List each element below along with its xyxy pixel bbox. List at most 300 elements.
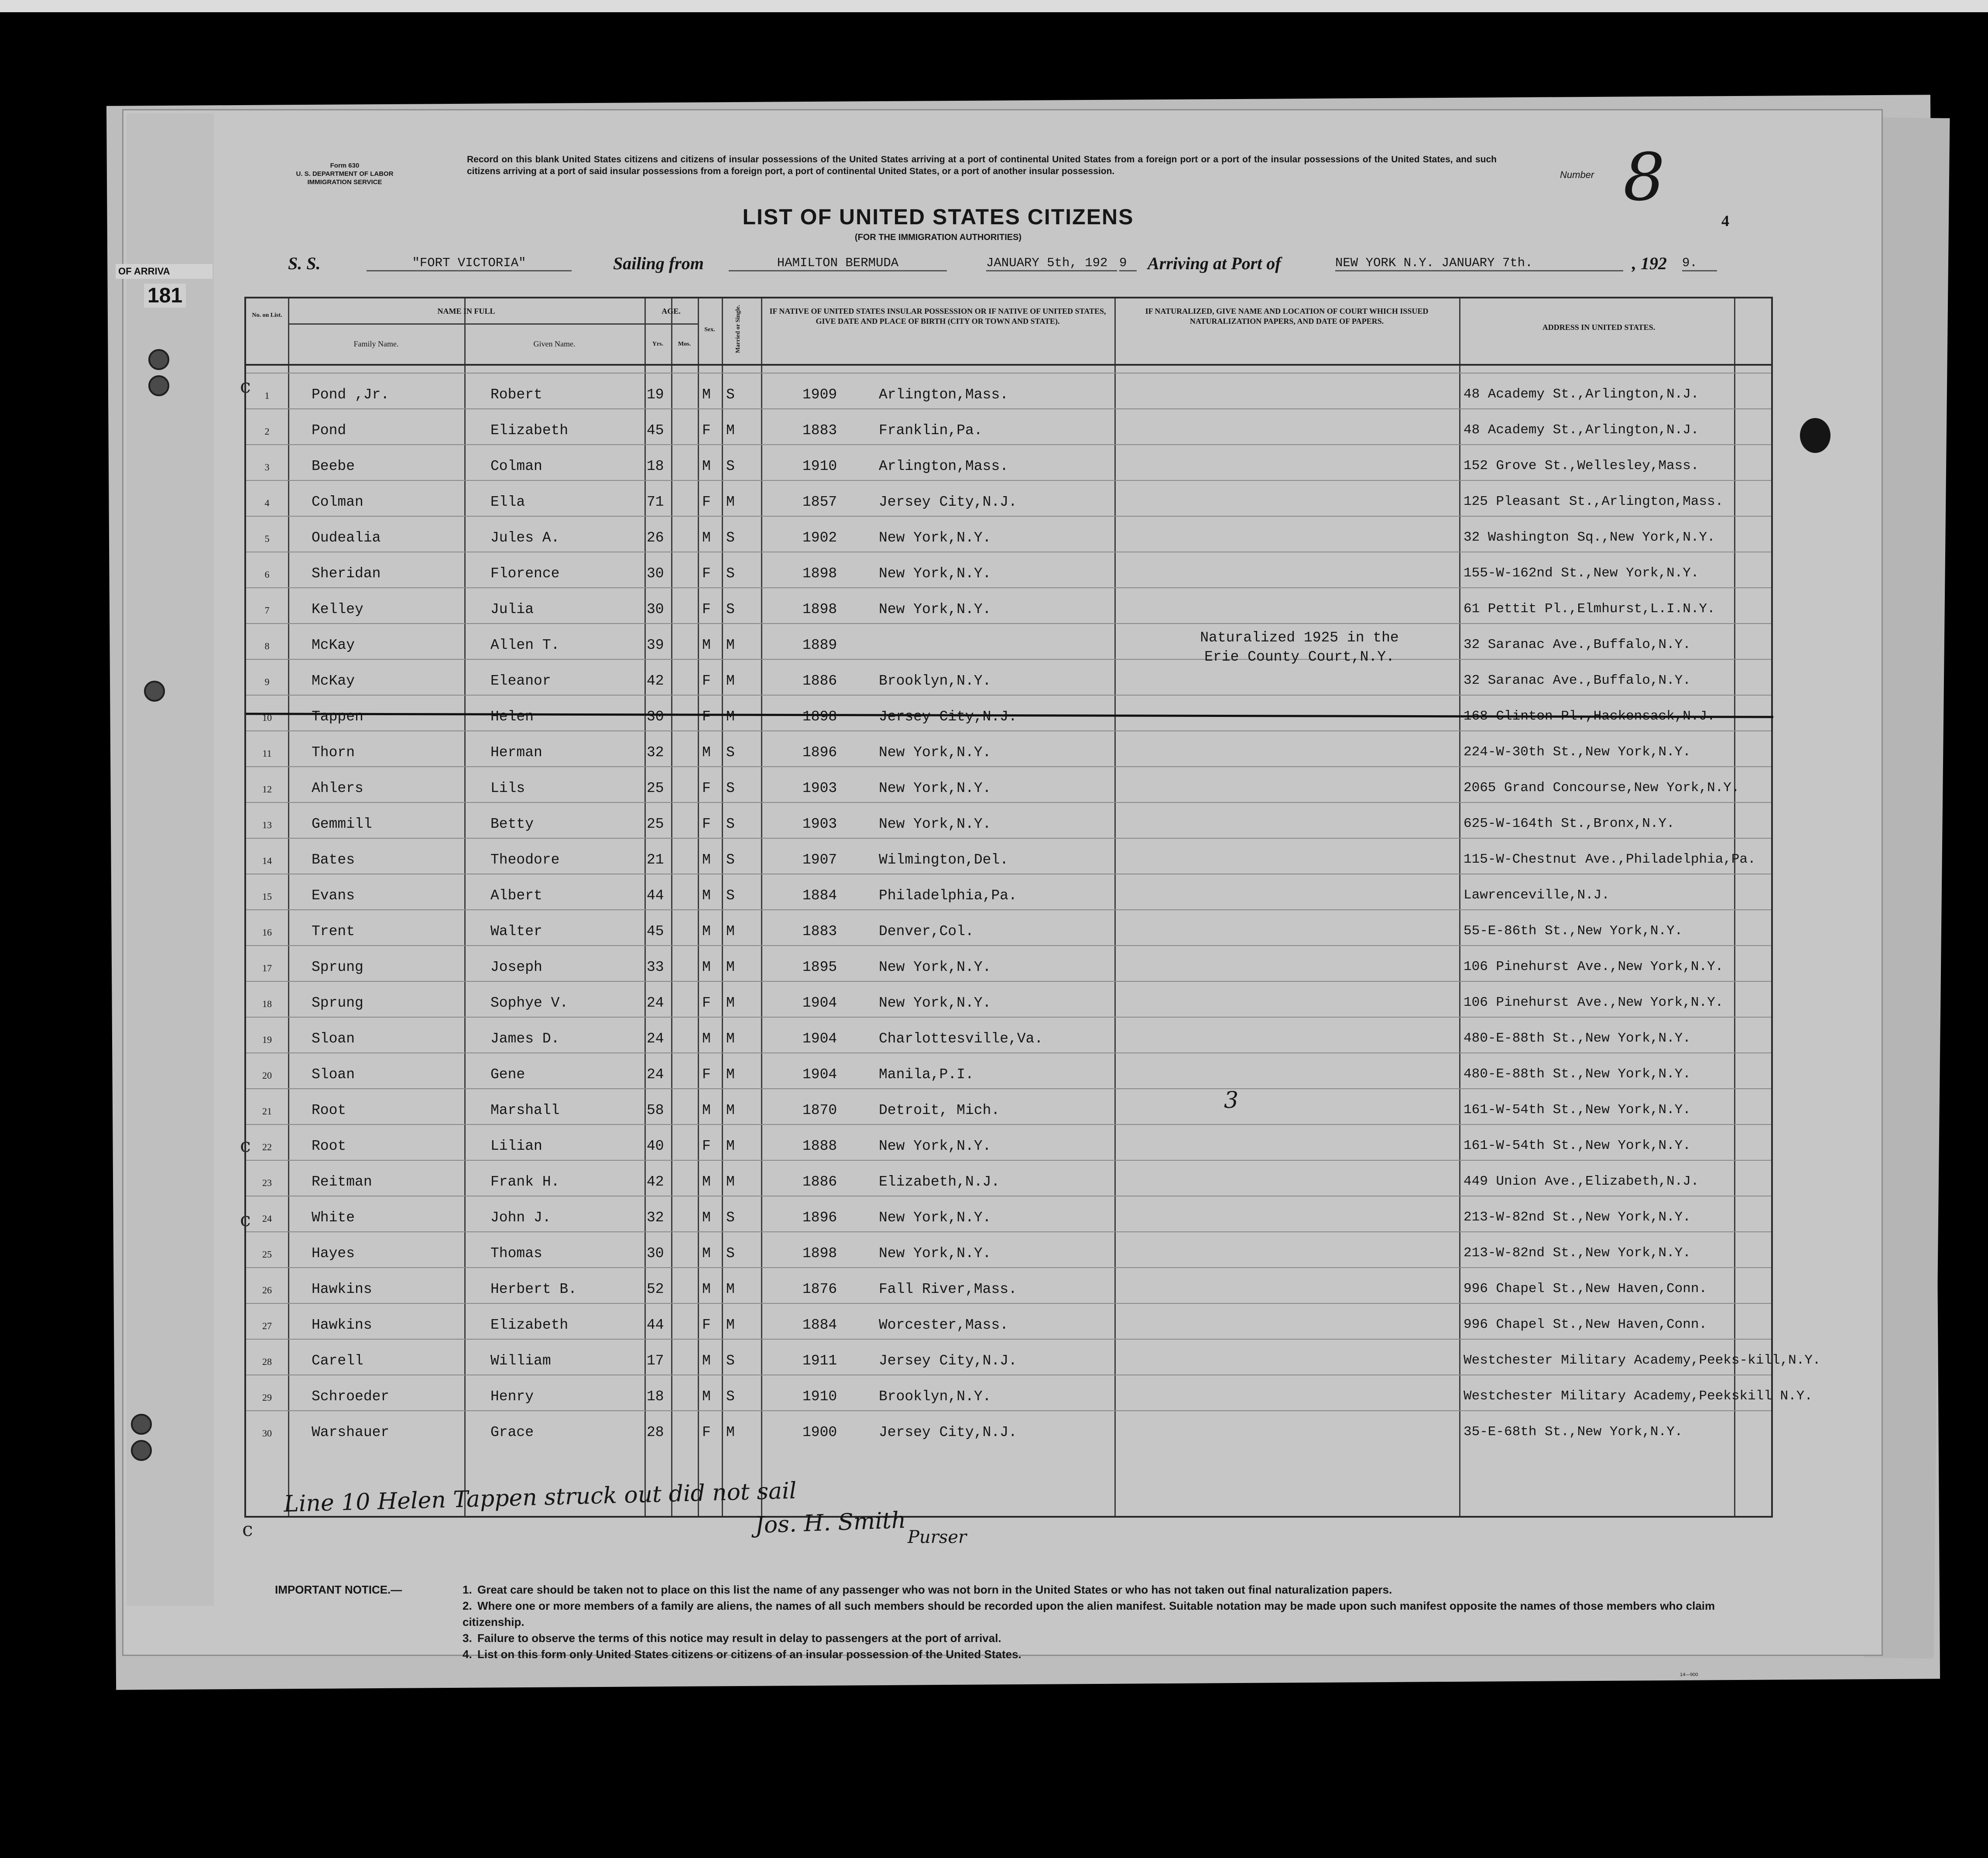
age-years: 24 — [647, 1066, 664, 1083]
age-years: 18 — [647, 1388, 664, 1405]
given-name: Herbert B. — [490, 1281, 577, 1297]
sex: M — [702, 387, 711, 403]
scan-top-strip — [0, 0, 1988, 12]
margin-tick: c — [240, 1135, 251, 1157]
table-row — [246, 1124, 1771, 1161]
birth-place: Wilmington,Del. — [879, 852, 1009, 868]
binder-hole — [148, 349, 169, 370]
row-number: 25 — [262, 1249, 272, 1260]
age-years: 71 — [647, 494, 664, 510]
age-years: 19 — [647, 387, 664, 403]
department: U. S. DEPARTMENT OF LABOR — [296, 170, 394, 178]
naturalization-line-1: Naturalized 1925 in the — [1200, 630, 1399, 646]
given-name: William — [490, 1353, 551, 1369]
age-years: 58 — [647, 1102, 664, 1118]
marital-status: M — [726, 422, 735, 439]
marital-status: M — [726, 637, 735, 653]
sex: F — [702, 566, 711, 582]
sex: F — [702, 816, 711, 832]
departure-date: JANUARY 5th, 192 — [986, 256, 1117, 271]
sex: M — [702, 1102, 711, 1118]
age-years: 25 — [647, 816, 664, 832]
row-number: 24 — [262, 1213, 272, 1224]
birth-place: Brooklyn,N.Y. — [879, 673, 991, 689]
family-name: Thorn — [312, 744, 355, 761]
birth-year: 1898 — [802, 1245, 837, 1262]
row-number: 15 — [262, 891, 272, 902]
marital-status: S — [726, 780, 735, 796]
signature: Jos. H. Smith — [754, 1507, 907, 1539]
family-name: Hawkins — [312, 1317, 372, 1333]
row-number: 10 — [262, 712, 272, 723]
birth-year: 1884 — [802, 1317, 837, 1333]
table-row — [246, 766, 1771, 803]
birth-year: 1898 — [802, 709, 837, 725]
given-name: Gene — [490, 1066, 525, 1083]
age-years: 33 — [647, 959, 664, 975]
birth-place: Jersey City,N.J. — [879, 709, 1017, 725]
birth-year: 1911 — [802, 1353, 837, 1369]
given-name: Betty — [490, 816, 534, 832]
naturalization-line-2: Erie County Court,N.Y. — [1204, 649, 1395, 665]
given-name: Sophye V. — [490, 995, 569, 1011]
family-name: McKay — [312, 673, 355, 689]
family-name: Pond ,Jr. — [312, 387, 390, 403]
binder-hole — [144, 681, 165, 702]
age-years: 45 — [647, 422, 664, 439]
birth-place: New York,N.Y. — [879, 780, 991, 796]
sex: F — [702, 422, 711, 439]
family-name: Gemmill — [312, 816, 372, 832]
marital-status: S — [726, 458, 735, 474]
address: 213-W-82nd St.,New York,N.Y. — [1464, 1245, 1691, 1261]
row-number: 17 — [262, 963, 272, 974]
marital-status: M — [726, 1317, 735, 1333]
given-name: Marshall — [490, 1102, 560, 1118]
birth-year: 1896 — [802, 744, 837, 761]
birth-year: 1903 — [802, 780, 837, 796]
print-code: 14—900 — [1680, 1672, 1698, 1677]
ss-label: S. S. — [288, 254, 321, 273]
row-number: 5 — [264, 533, 270, 544]
row-number: 26 — [262, 1285, 272, 1296]
row-number: 1 — [264, 390, 270, 401]
birth-place: Arlington,Mass. — [879, 458, 1009, 474]
row-number: 21 — [262, 1106, 272, 1117]
col-no: No. on List. — [252, 312, 282, 319]
address: 32 Washington Sq.,New York,N.Y. — [1464, 530, 1715, 545]
address: 161-W-54th St.,New York,N.Y. — [1464, 1138, 1691, 1153]
arrival-port-date: NEW YORK N.Y. JANUARY 7th. — [1335, 256, 1623, 271]
marital-status: S — [726, 1353, 735, 1369]
sex: F — [702, 995, 711, 1011]
address: 106 Pinehurst Ave.,New York,N.Y. — [1464, 995, 1724, 1010]
table-row — [246, 874, 1771, 910]
given-name: Robert — [490, 387, 542, 403]
margin-tick: c — [240, 1209, 251, 1231]
age-years: 39 — [647, 637, 664, 653]
given-name: Lilian — [490, 1138, 542, 1154]
col-given-name: Given Name. — [533, 339, 576, 348]
address: 213-W-82nd St.,New York,N.Y. — [1464, 1210, 1691, 1225]
binder-hole — [131, 1414, 152, 1435]
birth-year: 1903 — [802, 816, 837, 832]
birth-year: 1876 — [802, 1281, 837, 1297]
table-row — [246, 1160, 1771, 1196]
birth-year: 1857 — [802, 494, 837, 510]
table-row — [246, 1088, 1771, 1125]
row-number: 12 — [262, 784, 272, 795]
table-row — [246, 659, 1771, 696]
marital-status: S — [726, 744, 735, 761]
notice-item: 3. Failure to observe the terms of this notice may result in delay to passengers at the port of arrival. — [463, 1632, 1001, 1645]
birth-place: New York,N.Y. — [879, 1245, 991, 1262]
address: Westchester Military Academy,Peekskill N.Y. — [1464, 1388, 1813, 1404]
ship-name: "FORT VICTORIA" — [367, 256, 572, 271]
handwritten-number: 8 — [1623, 140, 1665, 216]
given-name: Grace — [490, 1424, 534, 1440]
birth-place: New York,N.Y. — [879, 566, 991, 582]
address: 48 Academy St.,Arlington,N.J. — [1464, 387, 1699, 402]
family-name: Root — [312, 1138, 346, 1154]
address: 996 Chapel St.,New Haven,Conn. — [1464, 1317, 1707, 1332]
birth-year: 1900 — [802, 1424, 837, 1440]
birth-place: New York,N.Y. — [879, 959, 991, 975]
family-name: Schroeder — [312, 1388, 390, 1405]
naturalization-note — [1186, 628, 1413, 667]
row-number: 14 — [262, 855, 272, 866]
family-name: Hawkins — [312, 1281, 372, 1297]
row-number: 16 — [262, 927, 272, 938]
table-row — [246, 623, 1771, 660]
address: 48 Academy St.,Arlington,N.J. — [1464, 422, 1699, 438]
family-name: Warshauer — [312, 1424, 390, 1440]
address: 35-E-68th St.,New York,N.Y. — [1464, 1424, 1683, 1440]
sex: M — [702, 923, 711, 939]
family-name: Hayes — [312, 1245, 355, 1262]
birth-place: New York,N.Y. — [879, 601, 991, 617]
marital-status: M — [726, 1281, 735, 1297]
sex: F — [702, 780, 711, 796]
family-name: Kelley — [312, 601, 363, 617]
table-row — [246, 695, 1771, 731]
sex: M — [702, 1353, 711, 1369]
birth-year: 1884 — [802, 888, 837, 904]
given-name: Allen T. — [490, 637, 560, 653]
page-number: 4 — [1721, 212, 1729, 230]
row-number: 9 — [264, 676, 270, 687]
birth-place: Worcester,Mass. — [879, 1317, 1009, 1333]
sex: M — [702, 530, 711, 546]
row-number: 4 — [264, 497, 270, 508]
col-family-name: Family Name. — [353, 339, 399, 348]
row-number: 20 — [262, 1070, 272, 1081]
address: 224-W-30th St.,New York,N.Y. — [1464, 744, 1691, 760]
age-years: 42 — [647, 673, 664, 689]
age-years: 21 — [647, 852, 664, 868]
family-name: Ahlers — [312, 780, 363, 796]
departure-year: 9 — [1119, 256, 1137, 271]
birth-year: 1904 — [802, 1031, 837, 1047]
address: 55-E-86th St.,New York,N.Y. — [1464, 923, 1683, 939]
age-years: 32 — [647, 744, 664, 761]
service: IMMIGRATION SERVICE — [307, 178, 382, 186]
birth-place: Jersey City,N.J. — [879, 494, 1017, 510]
age-years: 17 — [647, 1353, 664, 1369]
row-number: 19 — [262, 1034, 272, 1045]
family-name: Trent — [312, 923, 355, 939]
address: Lawrenceville,N.J. — [1464, 888, 1610, 903]
birth-place: Detroit, Mich. — [879, 1102, 1000, 1118]
family-name: Sheridan — [312, 566, 381, 582]
birth-year: 1886 — [802, 673, 837, 689]
birth-year: 1902 — [802, 530, 837, 546]
given-name: Theodore — [490, 852, 560, 868]
marital-status: S — [726, 852, 735, 868]
family-name: Reitman — [312, 1174, 372, 1190]
sailing-from-label: Sailing from — [613, 254, 704, 273]
notice-item: 4. List on this form only United States citizens or citizens of an insular possession of the United States. — [463, 1648, 1021, 1661]
sex: F — [702, 1424, 711, 1440]
birth-year: 1910 — [802, 458, 837, 474]
given-name: James D. — [490, 1031, 560, 1047]
signature-title: Purser — [908, 1527, 967, 1547]
handwritten-note: Line 10 Helen Tappen struck out did not sail — [283, 1477, 797, 1518]
marital-status: M — [726, 995, 735, 1011]
marital-status: S — [726, 566, 735, 582]
given-name: Helen — [490, 709, 534, 725]
row-number: 22 — [262, 1142, 272, 1152]
departure-port: HAMILTON BERMUDA — [729, 256, 947, 271]
stub-number: 181 — [144, 284, 186, 308]
family-name: Tappen — [312, 709, 363, 725]
address: 996 Chapel St.,New Haven,Conn. — [1464, 1281, 1707, 1296]
marital-status: S — [726, 1210, 735, 1226]
age-years: 18 — [647, 458, 664, 474]
table-row — [246, 480, 1771, 517]
birth-place: New York,N.Y. — [879, 1138, 991, 1154]
sex: M — [702, 1245, 711, 1262]
row-number: 11 — [262, 748, 272, 759]
given-name: Elizabeth — [490, 1317, 569, 1333]
row-number: 27 — [262, 1320, 272, 1331]
row-number: 7 — [264, 605, 270, 616]
given-name: Frank H. — [490, 1174, 560, 1190]
address: 61 Pettit Pl.,Elmhurst,L.I.N.Y. — [1464, 601, 1715, 617]
table-row — [246, 802, 1771, 839]
binder-hole — [148, 375, 169, 396]
marital-status: M — [726, 1102, 735, 1118]
birth-year: 1898 — [802, 566, 837, 582]
margin-tick: c — [242, 1519, 253, 1541]
page-subtitle: (FOR THE IMMIGRATION AUTHORITIES) — [854, 233, 1022, 242]
address: 449 Union Ave.,Elizabeth,N.J. — [1464, 1174, 1699, 1189]
family-name: Sloan — [312, 1031, 355, 1047]
col-address: ADDRESS IN UNITED STATES. — [1542, 323, 1656, 332]
given-name: Elizabeth — [490, 422, 569, 439]
age-years: 30 — [647, 1245, 664, 1262]
age-years: 42 — [647, 1174, 664, 1190]
table-row — [246, 1017, 1771, 1053]
birth-place: Denver,Col. — [879, 923, 974, 939]
address: 125 Pleasant St.,Arlington,Mass. — [1464, 494, 1724, 509]
row-number: 13 — [262, 819, 272, 830]
marital-status: S — [726, 888, 735, 904]
marital-status: M — [726, 673, 735, 689]
birth-year: 1895 — [802, 959, 837, 975]
marital-status: S — [726, 1245, 735, 1262]
given-name: Colman — [490, 458, 542, 474]
family-name: Bates — [312, 852, 355, 868]
birth-year: 1904 — [802, 1066, 837, 1083]
marital-status: M — [726, 1031, 735, 1047]
age-years: 32 — [647, 1210, 664, 1226]
col-married-single: Married or Single. — [735, 305, 741, 353]
col-months: Mos. — [678, 341, 691, 347]
birth-place: Fall River,Mass. — [879, 1281, 1017, 1297]
birth-place: New York,N.Y. — [879, 1210, 991, 1226]
address: 152 Grove St.,Wellesley,Mass. — [1464, 458, 1699, 473]
age-years: 30 — [647, 601, 664, 617]
ink-blot — [1800, 418, 1830, 453]
sex: F — [702, 1317, 711, 1333]
age-years: 45 — [647, 923, 664, 939]
table-row — [246, 1410, 1771, 1447]
marital-status: S — [726, 530, 735, 546]
age-years: 28 — [647, 1424, 664, 1440]
family-name: Evans — [312, 888, 355, 904]
address: 161-W-54th St.,New York,N.Y. — [1464, 1102, 1691, 1118]
age-years: 44 — [647, 888, 664, 904]
family-name: Oudealia — [312, 530, 381, 546]
marital-status: M — [726, 1066, 735, 1083]
sex: M — [702, 1031, 711, 1047]
age-years: 52 — [647, 1281, 664, 1297]
col-age: AGE. — [662, 307, 681, 315]
col-birth: IF NATIVE OF UNITED STATES INSULAR POSSESSION OR IF NATIVE OF UNITED STATES, GIVE DATE AND PLACE OF BIRTH (CITY OR TOWN AND STATE). — [769, 307, 1106, 326]
address: 32 Saranac Ave.,Buffalo,N.Y. — [1464, 673, 1691, 688]
given-name: Ella — [490, 494, 525, 510]
given-name: Joseph — [490, 959, 542, 975]
sex: M — [702, 744, 711, 761]
sex: M — [702, 888, 711, 904]
birth-year: 1886 — [802, 1174, 837, 1190]
table-row — [246, 1052, 1771, 1089]
notice-item: 1. Great care should be taken not to place on this list the name of any passenger who was not born in the United States or who has not taken out final naturalization papers. — [463, 1583, 1392, 1596]
table-row — [246, 1339, 1821, 1375]
marital-status: S — [726, 1388, 735, 1405]
family-name: Sloan — [312, 1066, 355, 1083]
address: 2065 Grand Concourse,New York,N.Y. — [1464, 780, 1740, 795]
table-row — [246, 981, 1771, 1018]
birth-place: Philadelphia,Pa. — [879, 888, 1017, 904]
sex: M — [702, 1174, 711, 1190]
marital-status: M — [726, 709, 735, 725]
table-row — [246, 730, 1771, 767]
age-years: 44 — [647, 1317, 664, 1333]
birth-place: New York,N.Y. — [879, 816, 991, 832]
col-naturalized: IF NATURALIZED, GIVE NAME AND LOCATION OF COURT WHICH ISSUED NATURALIZATION PAPERS, AND DATE OF PAPERS. — [1145, 307, 1429, 326]
address: 115-W-Chestnut Ave.,Philadelphia,Pa. — [1464, 852, 1756, 867]
birth-year: 1888 — [802, 1138, 837, 1154]
sex: F — [702, 709, 711, 725]
family-name: McKay — [312, 637, 355, 653]
birth-year: 1883 — [802, 422, 837, 439]
arrival-year: 9. — [1682, 256, 1717, 271]
birth-place: Manila,P.I. — [879, 1066, 974, 1083]
left-binding-flap — [127, 113, 214, 1606]
birth-place: Elizabeth,N.J. — [879, 1174, 1000, 1190]
form-id — [279, 161, 410, 186]
row-number: 6 — [264, 569, 270, 580]
table-row — [246, 945, 1771, 982]
given-name: Albert — [490, 888, 542, 904]
age-years: 30 — [647, 566, 664, 582]
row-number: 8 — [264, 641, 270, 651]
notice-heading: IMPORTANT NOTICE.— — [275, 1583, 402, 1596]
row-number: 3 — [264, 462, 270, 473]
marital-status: M — [726, 959, 735, 975]
family-name: Sprung — [312, 995, 363, 1011]
marital-status: M — [726, 923, 735, 939]
row-number: 30 — [262, 1428, 272, 1439]
given-name: Jules A. — [490, 530, 560, 546]
table-row — [246, 909, 1771, 946]
table-row — [246, 1196, 1771, 1232]
row-number: 18 — [262, 998, 272, 1009]
given-name: Julia — [490, 601, 534, 617]
marital-status: S — [726, 816, 735, 832]
birth-place: Brooklyn,N.Y. — [879, 1388, 991, 1405]
family-name: Root — [312, 1102, 346, 1118]
birth-year: 1909 — [802, 387, 837, 403]
table-row — [246, 552, 1771, 588]
table-row — [246, 373, 1771, 409]
address: 625-W-164th St.,Bronx,N.Y. — [1464, 816, 1675, 831]
table-row — [246, 1267, 1771, 1304]
sex: F — [702, 601, 711, 617]
birth-place: New York,N.Y. — [879, 744, 991, 761]
family-name: White — [312, 1210, 355, 1226]
sex: M — [702, 959, 711, 975]
given-name: Eleanor — [490, 673, 551, 689]
address: 106 Pinehurst Ave.,New York,N.Y. — [1464, 959, 1724, 974]
birth-place: Jersey City,N.J. — [879, 1424, 1017, 1440]
age-years: 24 — [647, 995, 664, 1011]
given-name: Lils — [490, 780, 525, 796]
table-row — [246, 444, 1771, 481]
row-number: 29 — [262, 1392, 272, 1403]
birth-year: 1910 — [802, 1388, 837, 1405]
birth-year: 1907 — [802, 852, 837, 868]
notice-list — [463, 1582, 1772, 1663]
address: 32 Saranac Ave.,Buffalo,N.Y. — [1464, 637, 1691, 652]
col-years: Yrs. — [652, 341, 664, 347]
number-label: Number — [1560, 169, 1594, 180]
sex: M — [702, 1210, 711, 1226]
birth-year: 1896 — [802, 1210, 837, 1226]
address: 168 Clinton Pl.,Hackensack,N.J. — [1464, 709, 1715, 724]
birth-place: New York,N.Y. — [879, 530, 991, 546]
sex: F — [702, 1066, 711, 1083]
marital-status: M — [726, 1424, 735, 1440]
sex: F — [702, 494, 711, 510]
birth-year: 1904 — [802, 995, 837, 1011]
family-name: Beebe — [312, 458, 355, 474]
passenger-table — [244, 297, 1821, 1518]
given-name: Herman — [490, 744, 542, 761]
marital-status: M — [726, 1138, 735, 1154]
